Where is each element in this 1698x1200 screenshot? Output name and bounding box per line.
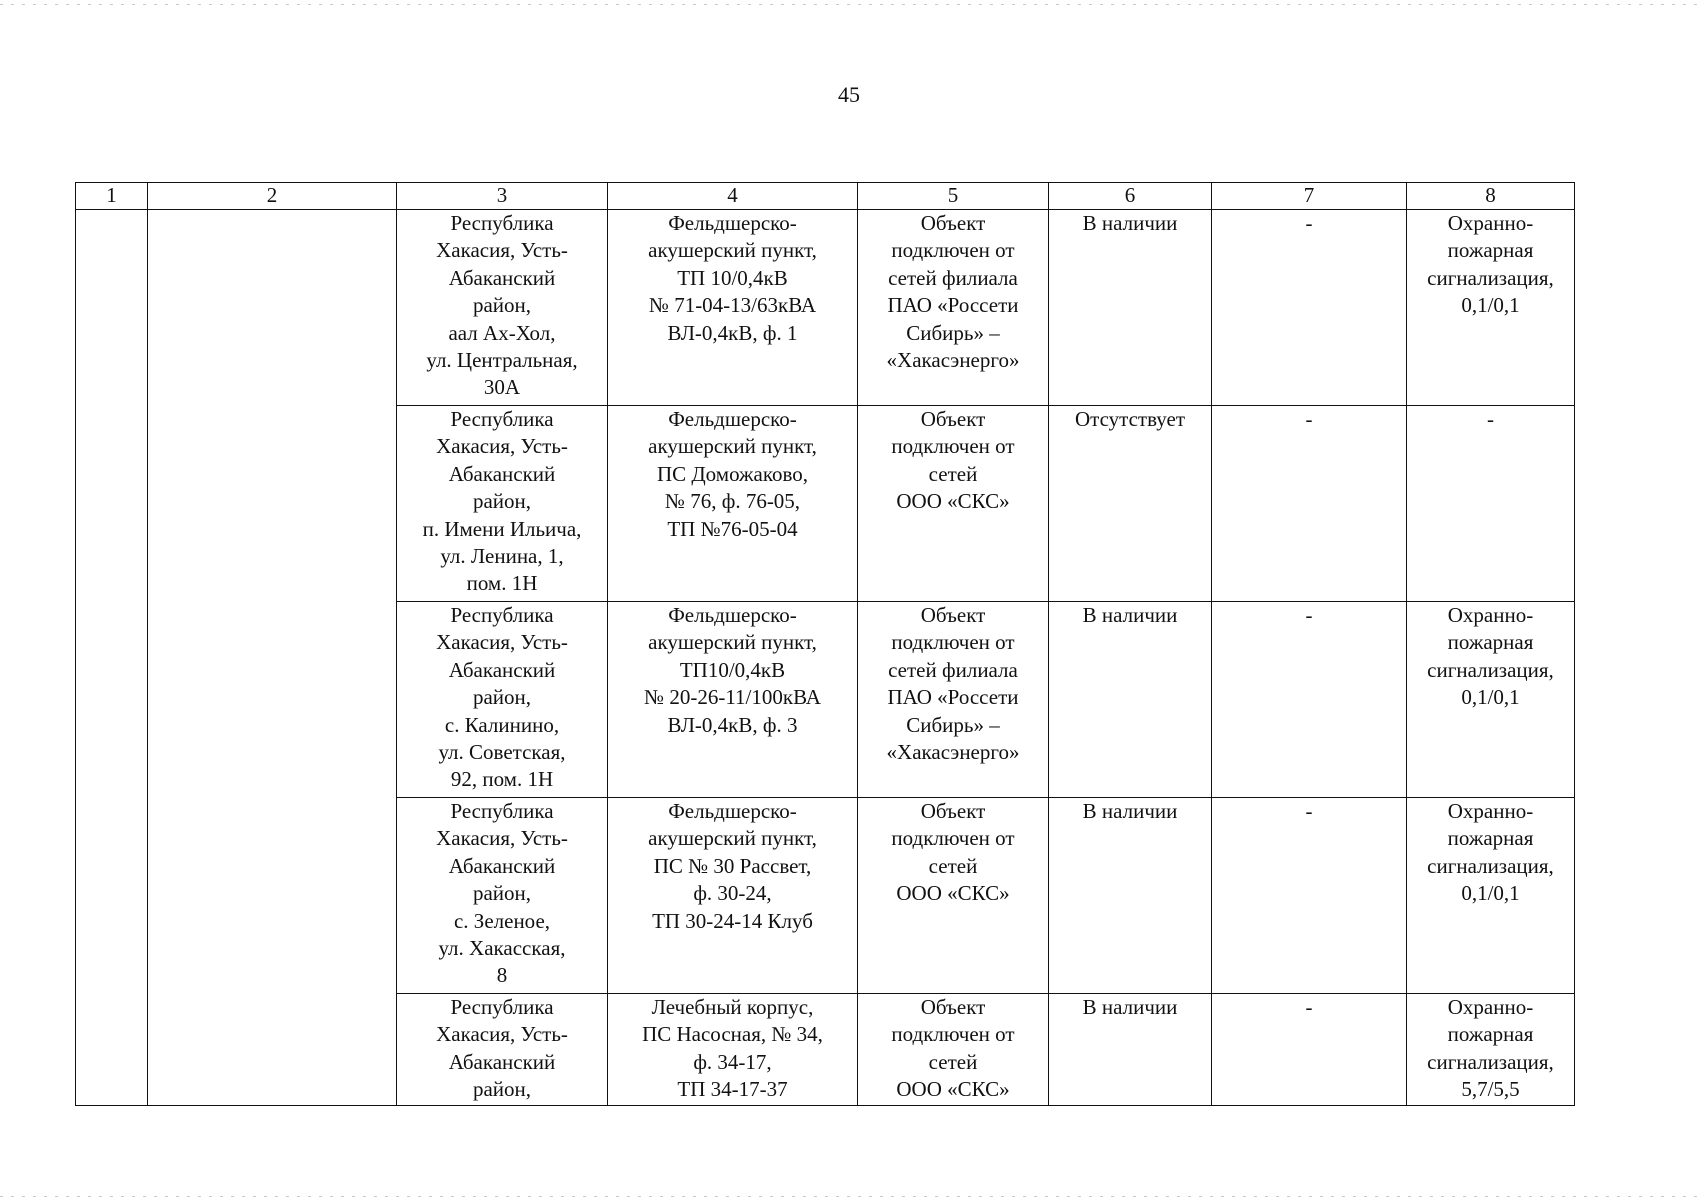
connection-cell-line: подключен от [891,1022,1015,1047]
connection-cell-line: «Хакасэнерго» [886,740,1020,765]
object-cell [608,406,858,602]
connection-cell-line: сетей филиала [888,657,1018,682]
connection-cell-line: Сибирь» – [906,712,1000,737]
connection-cell-line: Объект [920,211,986,235]
address-cell-line: Абаканский [448,853,556,878]
security-cell [1407,210,1575,406]
connection-cell [858,210,1049,406]
security-cell-line: 0,1/0,1 [1461,293,1520,318]
address-cell-line: аал Ах-Хол, [448,320,556,345]
security-cell [1407,602,1575,798]
security-cell-line: 0,1/0,1 [1461,685,1520,710]
object-cell-line: ВЛ-0,4кВ, ф. 1 [667,320,798,345]
security-cell-line: Охранно- [1447,211,1534,235]
security-cell-line: сигнализация, [1427,265,1554,290]
address-cell-line: ул. Центральная, [426,348,578,373]
address-cell-line: 8 [496,963,508,988]
object-cell-line: ПС Доможаково, [656,461,809,486]
object-cell-line: Лечебный корпус, [651,995,814,1019]
object-cell-line: ТП 10/0,4кВ [677,265,788,290]
security-cell-line: 0,1/0,1 [1461,881,1520,906]
scan-artifact-bottom [0,1196,1698,1197]
merged-cell-col-2 [148,210,397,1106]
address-cell-line: Республика [450,211,554,235]
address-cell-line: район, [472,881,532,906]
col7-cell: - [1212,210,1407,406]
address-cell-line: с. Калинино, [444,712,560,737]
object-cell-line: Фельдшерско- [668,211,797,235]
column-number-row [76,183,1575,210]
connection-cell-line: подключен от [891,434,1015,459]
col7-cell: - [1212,798,1407,994]
object-cell-line: Фельдшерско- [668,603,797,627]
object-cell-line: № 20-26-11/100кВА [644,685,821,710]
address-cell-line: ул. Ленина, 1, [440,544,564,569]
address-cell-line: Абаканский [448,461,556,486]
address-cell-line: 92, пом. 1Н [450,767,554,792]
col7-cell: - [1212,602,1407,798]
address-cell-line: пом. 1Н [466,571,538,596]
object-cell-line: акушерский пункт, [648,238,817,263]
object-cell-line: ТП 30-24-14 Клуб [652,908,813,933]
object-cell-line: акушерский пункт, [648,630,817,655]
address-cell-line: Республика [450,799,554,823]
address-cell-line: район, [472,1077,532,1102]
address-cell-line: Абаканский [448,265,556,290]
connection-cell-line: «Хакасэнерго» [886,348,1020,373]
connection-cell-line: Объект [920,799,986,823]
column-number: 8 [1407,183,1575,210]
column-number: 5 [858,183,1049,210]
object-cell-line: Фельдшерско- [668,407,797,431]
security-cell-line: Охранно- [1447,603,1534,627]
connection-cell-line: Сибирь» – [906,320,1000,345]
security-cell-line: 5,7/5,5 [1461,1077,1520,1102]
address-cell-line: район, [472,489,532,514]
address-cell-line: Абаканский [448,657,556,682]
object-cell-line: ТП10/0,4кВ [679,657,786,682]
security-cell-line: пожарная [1447,1022,1534,1047]
document-table [75,182,1575,1106]
security-cell-line: сигнализация, [1427,853,1554,878]
connection-cell [858,406,1049,602]
connection-cell-line: Объект [920,407,986,431]
object-cell-line: ТП №76-05-04 [667,516,798,541]
connection-cell-line: ООО «СКС» [896,881,1010,906]
security-cell-line: пожарная [1447,826,1534,851]
address-cell-line: Республика [450,407,554,431]
column-number: 1 [76,183,148,210]
address-cell-line: Республика [450,603,554,627]
address-cell-line: п. Имени Ильича, [422,516,582,541]
object-cell [608,210,858,406]
availability-cell: В наличии [1049,798,1212,994]
address-cell-line: Хакасия, Усть- [436,1022,568,1047]
address-cell-line: ул. Советская, [438,740,566,765]
availability-cell: В наличии [1049,602,1212,798]
connection-cell-line: ПАО «Россети [887,293,1019,318]
connection-cell [858,798,1049,994]
address-cell-line: Абаканский [448,1049,556,1074]
merged-cell-col-1 [76,210,148,1106]
address-cell-line: 30А [483,375,521,400]
object-cell-line: ф. 34-17, [693,1049,772,1074]
connection-cell-line: ООО «СКС» [896,489,1010,514]
object-cell-line: ПС Насосная, № 34, [642,1022,823,1047]
address-cell-line: район, [472,685,532,710]
security-cell [1407,406,1575,602]
connection-cell-line: ПАО «Россети [887,685,1019,710]
object-cell-line: Фельдшерско- [668,799,797,823]
object-cell-line: ПС № 30 Рассвет, [653,853,812,878]
column-number: 3 [397,183,608,210]
security-cell-line: Охранно- [1447,995,1534,1019]
address-cell-line: ул. Хакасская, [438,936,566,961]
page-number: 45 [838,82,860,107]
object-cell-line: акушерский пункт, [648,434,817,459]
scan-artifact-top [0,4,1698,5]
address-cell-line: район, [472,293,532,318]
connection-cell-line: сетей филиала [888,265,1018,290]
connection-cell [858,994,1049,1106]
object-cell-line: акушерский пункт, [648,826,817,851]
connection-cell-line: Объект [920,603,986,627]
object-cell-line: ТП 34-17-37 [677,1077,788,1102]
availability-cell: В наличии [1049,994,1212,1106]
col7-cell: - [1212,406,1407,602]
connection-cell-line: Объект [920,995,986,1019]
connection-cell-line: подключен от [891,826,1015,851]
column-number: 4 [608,183,858,210]
address-cell-line: Хакасия, Усть- [436,434,568,459]
availability-cell: В наличии [1049,210,1212,406]
security-cell [1407,994,1575,1106]
column-number: 2 [148,183,397,210]
address-cell-line: с. Зеленое, [453,908,551,933]
address-cell-line: Хакасия, Усть- [436,826,568,851]
security-cell-line: пожарная [1447,238,1534,263]
object-cell [608,994,858,1106]
address-cell [397,798,608,994]
table-row [76,210,1575,406]
security-cell-line: пожарная [1447,630,1534,655]
address-cell [397,602,608,798]
security-cell-line: сигнализация, [1427,1049,1554,1074]
object-cell-line: № 76, ф. 76-05, [664,489,801,514]
object-cell [608,602,858,798]
col7-cell: - [1212,994,1407,1106]
connection-cell [858,602,1049,798]
address-cell-line: Хакасия, Усть- [436,238,568,263]
object-cell-line: ф. 30-24, [693,881,772,906]
address-cell [397,994,608,1106]
security-cell-line: сигнализация, [1427,657,1554,682]
column-number: 6 [1049,183,1212,210]
object-cell-line: № 71-04-13/63кВА [648,293,817,318]
availability-cell: Отсутствует [1049,406,1212,602]
column-number: 7 [1212,183,1407,210]
address-cell [397,406,608,602]
connection-cell-line: сетей [928,853,978,878]
connection-cell-line: сетей [928,1049,978,1074]
connection-cell-line: ООО «СКС» [896,1077,1010,1102]
security-cell-line: - [1487,407,1494,431]
security-cell [1407,798,1575,994]
connection-cell-line: сетей [928,461,978,486]
connection-cell-line: подключен от [891,630,1015,655]
address-cell-line: Республика [450,995,554,1019]
connection-cell-line: подключен от [891,238,1015,263]
address-cell [397,210,608,406]
object-cell [608,798,858,994]
security-cell-line: Охранно- [1447,799,1534,823]
address-cell-line: Хакасия, Усть- [436,630,568,655]
object-cell-line: ВЛ-0,4кВ, ф. 3 [667,712,798,737]
